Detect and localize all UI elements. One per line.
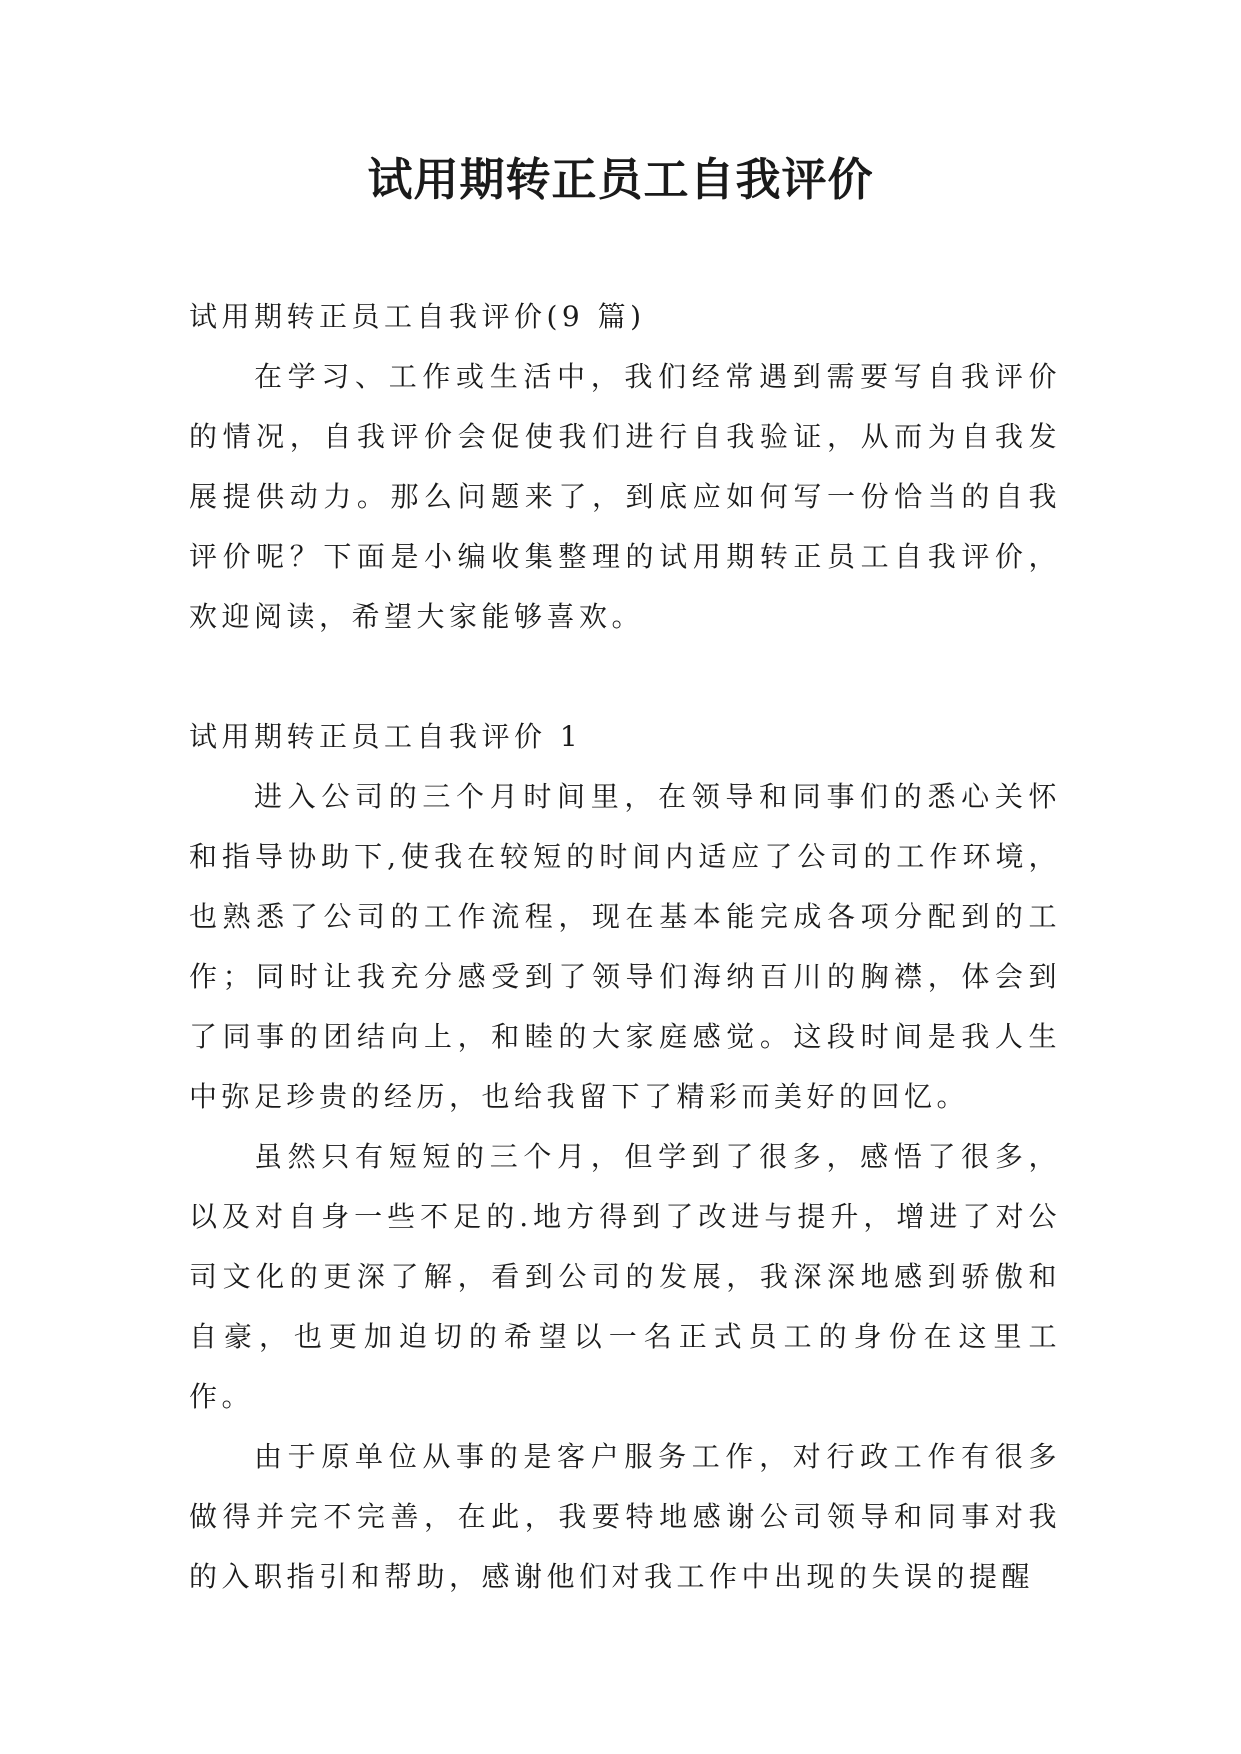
body-paragraph: 虽然只有短短的三个月，但学到了很多，感悟了很多，以及对自身一些不足的.地方得到了改进与提升，增进了对公司文化的更深了解，看到公司的发展，我深深地感到骄傲和自豪，也更加迫切的希望以一名正式员工的身份在这里工作。 [189,1140,1061,1413]
intro-paragraph: 在学习、工作或生活中，我们经常遇到需要写自我评价的情况，自我评价会促使我们进行自我验证，从而为自我发展提供动力。那么问题来了，到底应如何写一份恰当的自我评价呢？下面是小编收集整理的试用期转正员工自我评价，欢迎阅读，希望大家能够喜欢。 [189,360,1061,633]
body-paragraph: 进入公司的三个月时间里，在领导和同事们的悉心关怀和指导协助下,使我在较短的时间内适应了公司的工作环境，也熟悉了公司的工作流程，现在基本能完成各项分配到的工作；同时让我充分感受到了领导们海纳百川的胸襟，体会到了同事的团结向上，和睦的大家庭感觉。这段时间是我人生中弥足珍贵的经历，也给我留下了精彩而美好的回忆。 [189,780,1061,1113]
section-spacer [189,647,1061,707]
document-body [189,287,1061,1607]
document-title: 试用期转正员工自我评价 [367,153,874,206]
body-paragraph: 由于原单位从事的是客户服务工作，对行政工作有很多做得并完不完善，在此，我要特地感谢公司领导和同事对我的入职指引和帮助，感谢他们对我工作中出现的失误的提醒 [189,1440,1061,1593]
document-subtitle: 试用期转正员工自我评价(9 篇) [189,300,646,333]
section-heading: 试用期转正员工自我评价 1 [189,720,583,753]
